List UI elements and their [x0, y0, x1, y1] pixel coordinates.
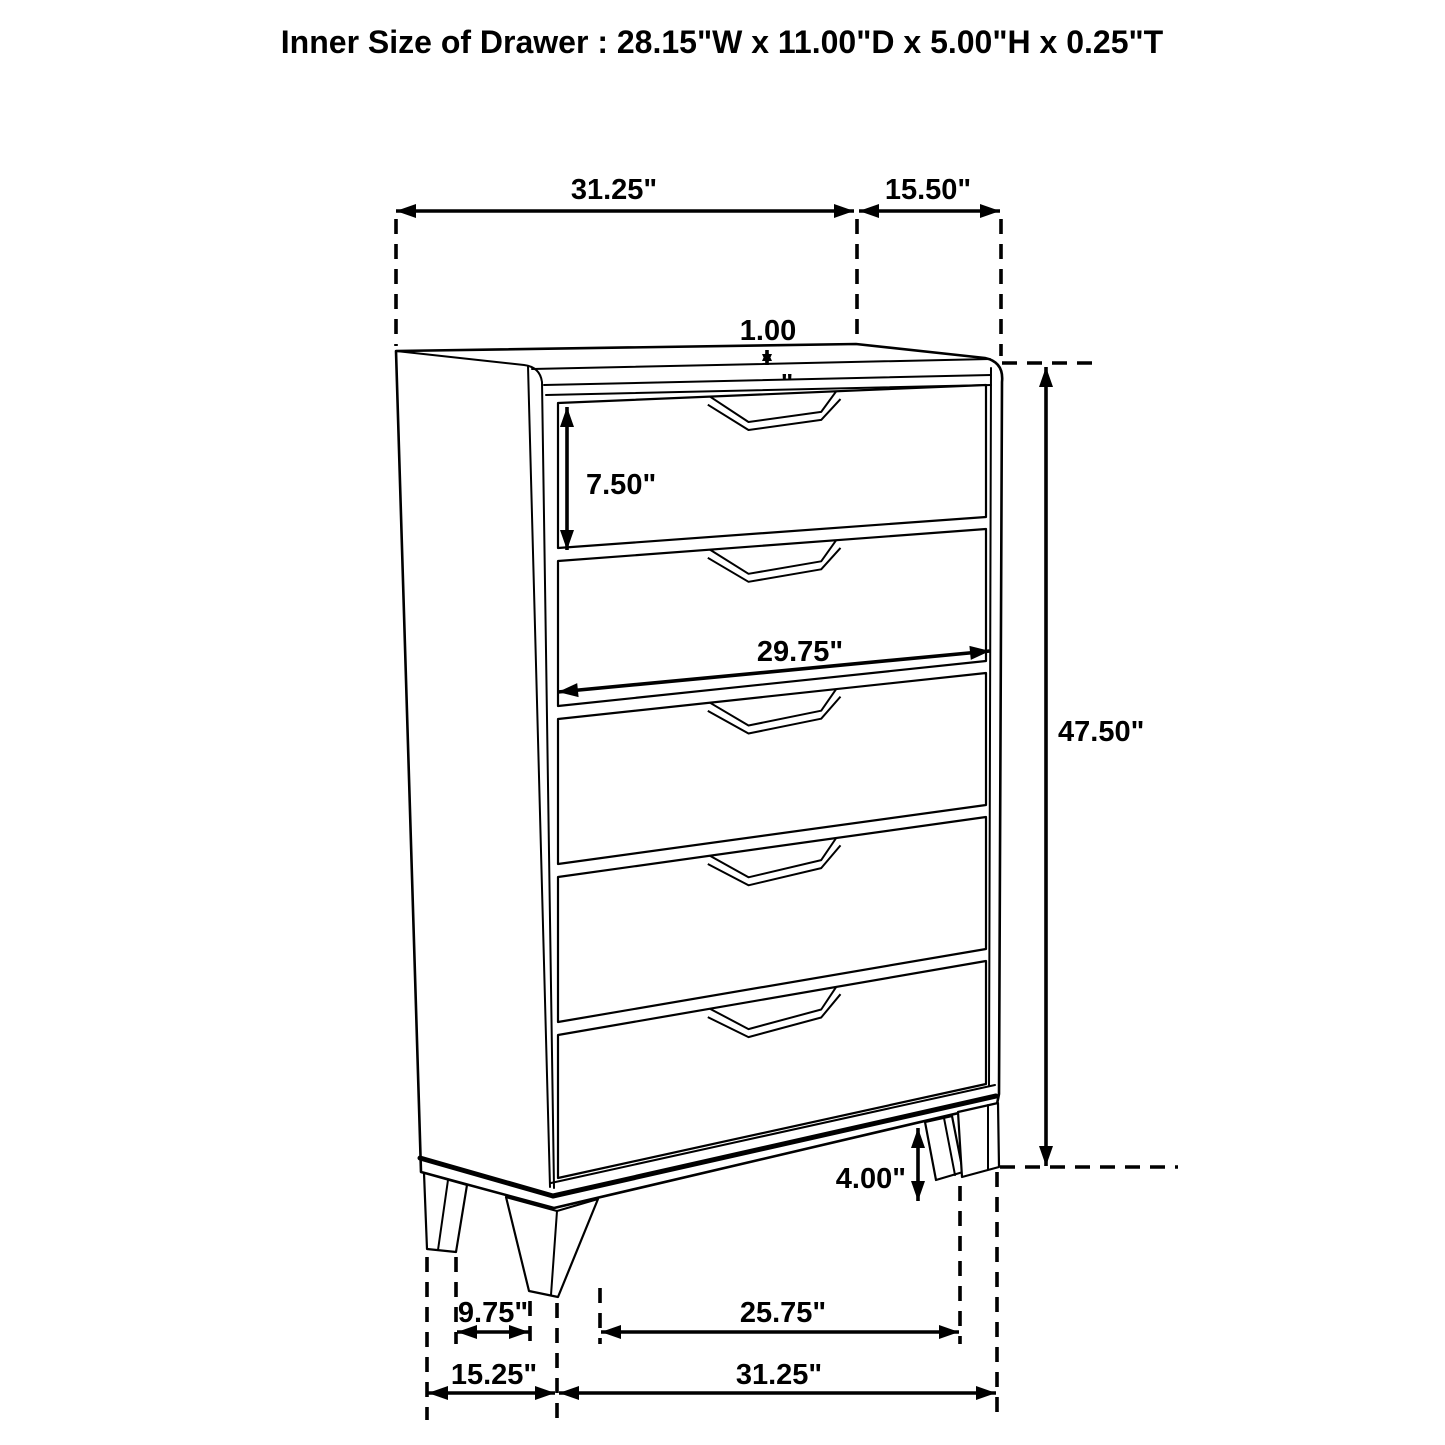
arrowhead: [976, 1386, 996, 1400]
arrowhead: [1039, 1146, 1053, 1166]
arrowhead: [559, 1386, 579, 1400]
dim-front-leg-span: [601, 1297, 959, 1339]
chest-drawing: [396, 344, 1002, 1297]
arrowhead: [911, 1181, 925, 1201]
dim-front-leg-span-label: 25.75": [739, 1297, 827, 1329]
dim-overall-height-label: 47.50": [1058, 716, 1145, 748]
dim-top-depth-label: 15.50": [884, 174, 972, 206]
arrowhead: [1039, 367, 1053, 387]
dim-overall-height: [1039, 367, 1144, 1166]
dim-base-width: [559, 1359, 996, 1400]
arrowhead: [535, 1386, 555, 1400]
dim-top-thickness-unit: [781, 368, 793, 398]
arrowhead: [911, 1128, 925, 1148]
back-left-leg: [424, 1173, 467, 1252]
dim-drawer-height-label: 7.50": [586, 469, 657, 501]
page-title: Inner Size of Drawer : 28.15"W x 11.00"D x 5.00"H x 0.25"T: [280, 24, 1164, 60]
dim-base-width-label: 31.25": [735, 1359, 823, 1391]
drawer-fronts: [558, 385, 986, 1178]
dim-top-depth: [859, 174, 1000, 218]
back-right-leg: [925, 1116, 963, 1180]
dim-top-thickness-unit-label: ": [780, 368, 794, 398]
arrowhead: [601, 1325, 621, 1339]
front-right-leg: [958, 1103, 999, 1177]
dim-back-leg-span-label: 9.75": [457, 1297, 529, 1329]
dim-base-depth: [428, 1359, 555, 1400]
arrowhead: [396, 204, 416, 218]
arrowhead: [980, 204, 1000, 218]
dim-drawer-width-label: 29.75": [756, 636, 844, 668]
dim-top-width: [396, 174, 854, 218]
dim-base-depth-label: 15.25": [450, 1359, 538, 1391]
dim-top-width-label: 31.25": [570, 174, 658, 206]
dim-leg-height-label: 4.00": [835, 1163, 906, 1195]
arrowhead: [939, 1325, 959, 1339]
arrowhead: [834, 204, 854, 218]
dim-back-leg-span: [457, 1297, 529, 1339]
arrowhead: [859, 204, 879, 218]
arrowhead: [428, 1386, 448, 1400]
dim-top-thickness-label: 1.00: [739, 315, 797, 347]
